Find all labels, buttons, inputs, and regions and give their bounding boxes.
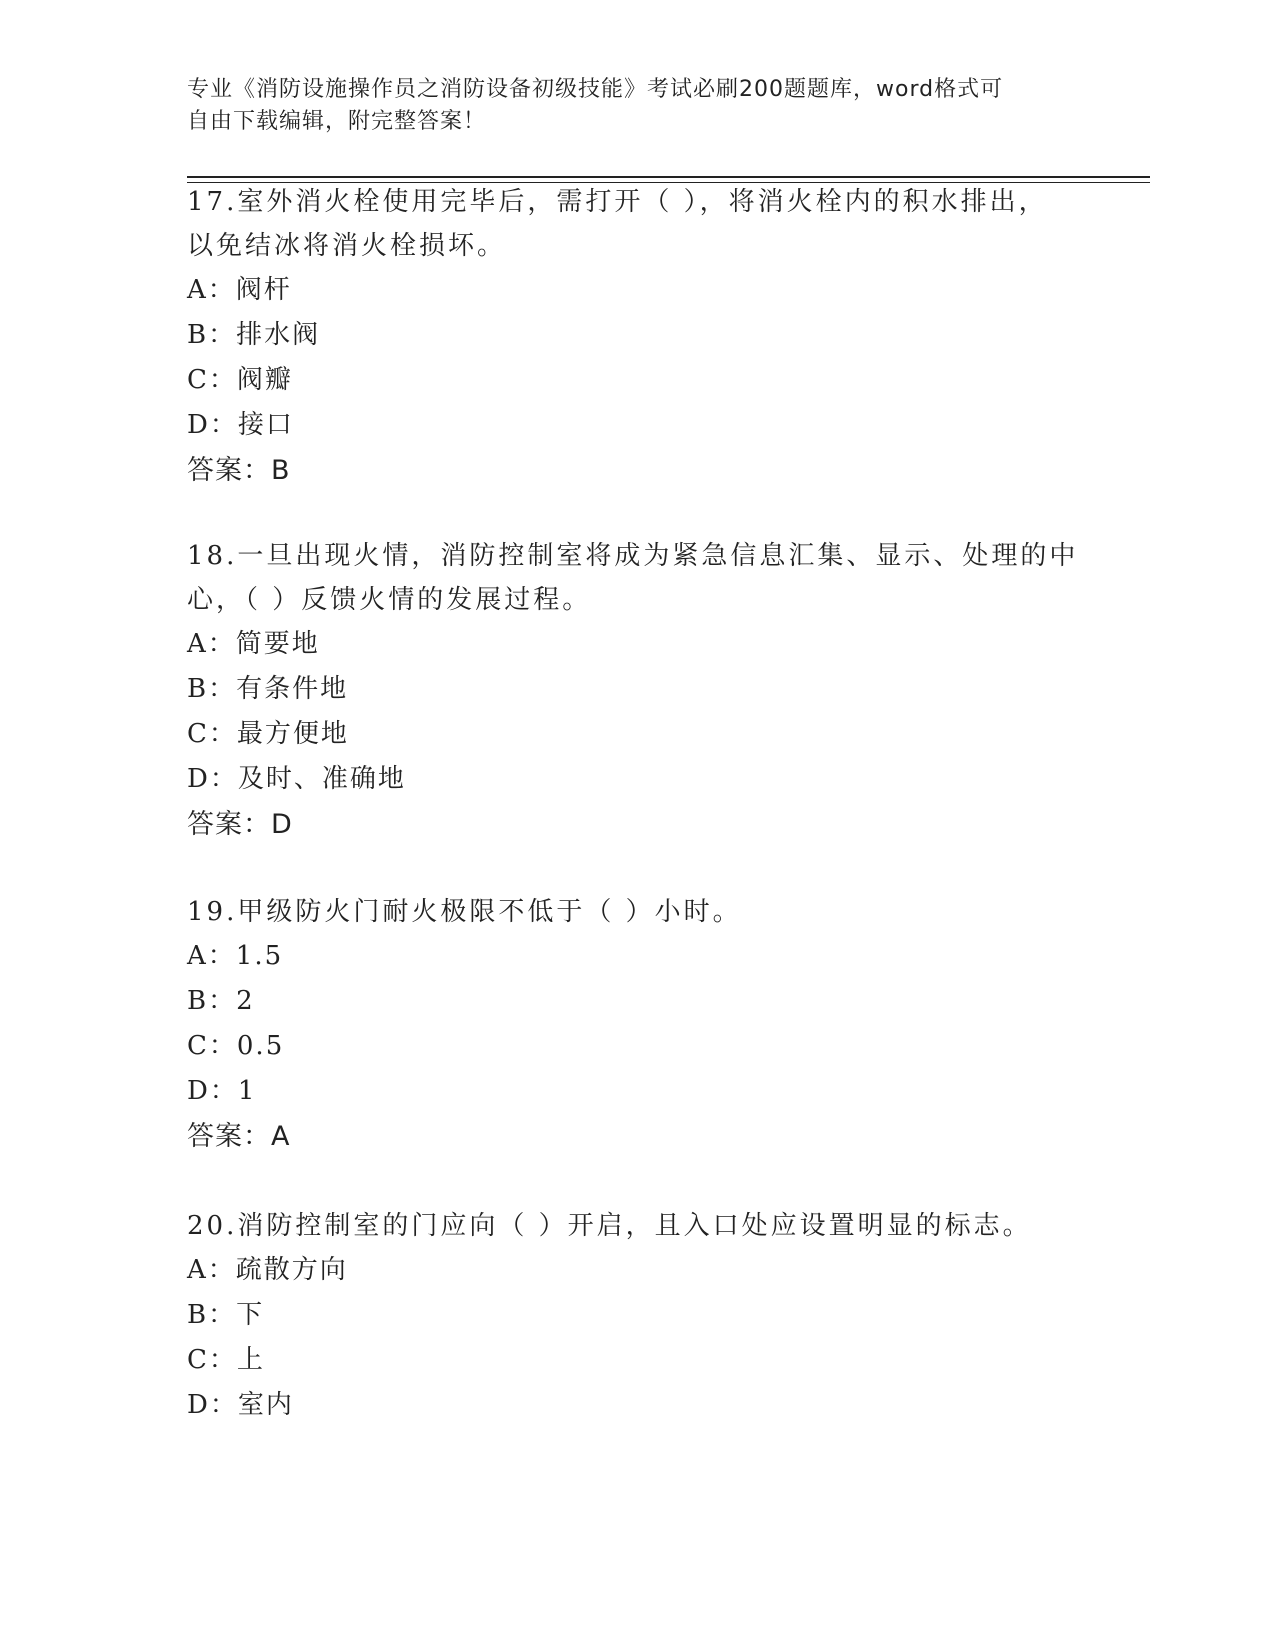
option-a: A：简要地 <box>187 629 320 659</box>
option-b: B：排水阀 <box>187 320 321 350</box>
option-a: A：1.5 <box>187 941 284 971</box>
option-b: B：2 <box>187 986 255 1016</box>
header-line-2: 自由下载编辑，附完整答案！ <box>187 109 487 134</box>
option-d: D：1 <box>187 1076 257 1106</box>
option-d: D：接口 <box>187 410 294 440</box>
option-d: D：室内 <box>187 1390 294 1420</box>
answer-line: 答案：A <box>187 1121 291 1152</box>
question-20 <box>187 1204 1087 1428</box>
option-c: C：上 <box>187 1345 265 1375</box>
option-c: C：最方便地 <box>187 719 349 749</box>
option-b: B：有条件地 <box>187 674 349 704</box>
question-stem-line: 20.消防控制室的门应向（ ）开启，且入口处应设置明显的标志。 <box>187 1211 1032 1241</box>
question-stem-line: 18.一旦出现火情，消防控制室将成为紧急信息汇集、显示、处理的中 <box>187 541 1079 571</box>
option-a: A：疏散方向 <box>187 1255 348 1285</box>
question-stem-line: 心，（ ）反馈火情的发展过程。 <box>187 585 592 615</box>
option-a: A：阀杆 <box>187 275 292 305</box>
header-line-1: 专业《消防设施操作员之消防设备初级技能》考试必刷200题题库，word格式可 <box>187 77 1004 102</box>
option-c: C：阀瓣 <box>187 365 293 395</box>
answer-line: 答案：D <box>187 809 293 840</box>
option-c: C：0.5 <box>187 1031 285 1061</box>
question-stem-line: 以免结冰将消火栓损坏。 <box>187 231 507 261</box>
document-header <box>187 74 1067 138</box>
question-18 <box>187 534 1087 847</box>
option-d: D：及时、准确地 <box>187 764 406 794</box>
option-b: B：下 <box>187 1300 265 1330</box>
question-19 <box>187 890 1087 1159</box>
question-17 <box>187 180 1087 493</box>
question-stem-line: 17.室外消火栓使用完毕后，需打开（ ），将消火栓内的积水排出， <box>187 187 1048 217</box>
header-divider-thick <box>187 176 1150 178</box>
answer-line: 答案：B <box>187 455 291 486</box>
question-stem-line: 19.甲级防火门耐火极限不低于（ ）小时。 <box>187 897 742 927</box>
